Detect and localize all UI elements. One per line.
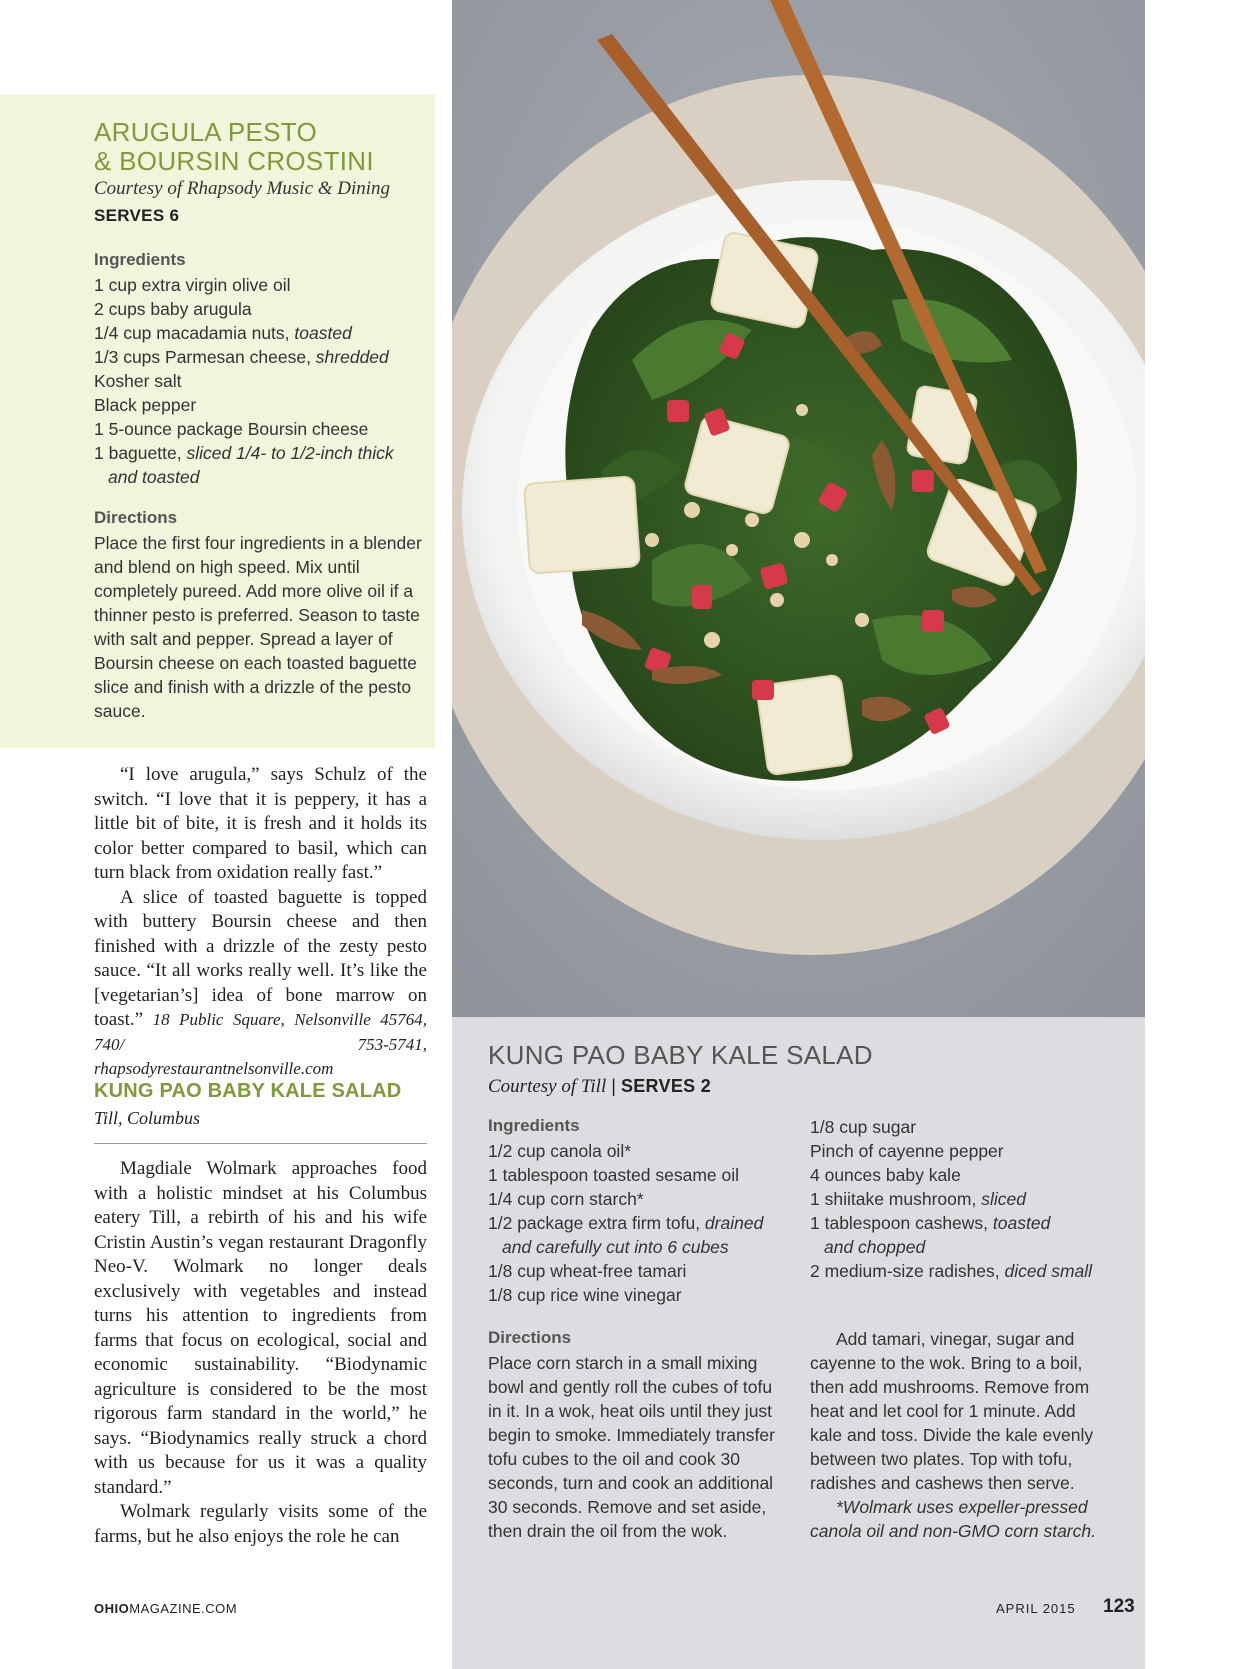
- section-title-kung-pao: KUNG PAO BABY KALE SALAD: [94, 1080, 402, 1102]
- ingredient-text: 1 cup extra virgin olive oil: [94, 275, 291, 295]
- ingredient-item: [488, 1283, 798, 1307]
- ingredient-text: 1/2 package extra firm tofu,: [488, 1213, 705, 1233]
- recipe-courtesy: Courtesy of Till: [488, 1076, 607, 1097]
- ingredient-text: 1 tablespoon cashews,: [810, 1213, 993, 1233]
- ingredient-item: [94, 393, 424, 417]
- paragraph: Wolmark regularly visits some of the farms, but he also enjoys the role he can: [94, 1501, 427, 1547]
- ingredient-item: [488, 1259, 798, 1283]
- ingredient-note: sliced 1/4- to 1/2-inch thick: [186, 443, 394, 463]
- ingredient-text: 1/3 cups Parmesan cheese,: [94, 347, 316, 367]
- recipe-serves: SERVES 2: [620, 1076, 712, 1096]
- footer-date: APRIL 2015: [996, 1601, 1076, 1616]
- ingredient-item: [94, 417, 424, 441]
- ingredients-list-col2: [810, 1115, 1130, 1283]
- ingredient-text: 1 shiitake mushroom,: [810, 1189, 982, 1209]
- ingredient-item: [488, 1139, 798, 1163]
- directions-text-col2: [810, 1327, 1110, 1543]
- directions-text-col2-body: Add tamari, vinegar, sugar and cayenne to the wok. Bring to a boil, then add mushrooms. Remove from heat and let cool for 1 minute. Add kale and toss. Divide the kale evenly between two plates. Top with tofu, radishes and cashews then serve.: [810, 1329, 1094, 1493]
- footer-brand: [94, 1601, 237, 1616]
- recipe-title-line2: & BOURSIN CROSTINI: [94, 146, 374, 176]
- ingredient-item: [94, 441, 424, 489]
- ingredient-note: shredded: [315, 347, 389, 367]
- ingredient-note-continued: and toasted: [108, 467, 200, 487]
- restaurant-address: 18 Public Square, Nelsonville 45764, 740/ 753-5741, rhapsodyrestaurantnelsonville.com: [94, 1010, 427, 1078]
- ingredient-item: [488, 1163, 798, 1187]
- ingredients-heading: Ingredients: [94, 250, 186, 269]
- ingredient-text: 4 ounces baby kale: [810, 1165, 961, 1185]
- separator: |: [611, 1076, 616, 1096]
- ingredient-item: [94, 297, 424, 321]
- ingredient-item: [810, 1139, 1130, 1163]
- ingredient-item: [94, 345, 424, 369]
- page-number: 123: [1103, 1596, 1135, 1617]
- paragraph: “I love arugula,” says Schulz of the switch. “I love that it is peppery, it has a little bit of bite, it is fresh and it holds its color better compared to basil, which can turn black from oxidation really fast.”: [94, 764, 427, 883]
- ingredient-text: Black pepper: [94, 395, 197, 415]
- ingredient-note-continued: and carefully cut into 6 cubes: [502, 1237, 729, 1257]
- ingredients-list-col1: [488, 1139, 798, 1307]
- paragraph-text: A slice of toasted baguette is topped with buttery Boursin cheese and then finished with a drizzle of the zesty pesto sauce. “It all works really well. It’s like the [vegetarian’s] idea of bone marrow on toast.”: [94, 886, 427, 1030]
- article-body-2: [94, 1157, 427, 1549]
- ingredient-item: [488, 1187, 798, 1211]
- recipe-courtesy: Courtesy of Rhapsody Music & Dining: [94, 178, 391, 199]
- footer-brand-rest: MAGAZINE.COM: [129, 1601, 238, 1616]
- ingredient-item: [94, 321, 424, 345]
- recipe-serves: SERVES 6: [94, 206, 180, 225]
- ingredient-text: 2 medium-size radishes,: [810, 1261, 1005, 1281]
- ingredient-text: 1 baguette,: [94, 443, 187, 463]
- recipe-title-kung-pao: KUNG PAO BABY KALE SALAD: [488, 1040, 873, 1070]
- ingredient-text: 1/2 cup canola oil*: [488, 1141, 632, 1161]
- ingredients-heading: Ingredients: [488, 1116, 580, 1135]
- salad-photo: [452, 0, 1145, 1017]
- ingredient-text: 1/4 cup macadamia nuts,: [94, 323, 295, 343]
- paragraph: [94, 886, 427, 1082]
- recipe-title-line1: ARUGULA PESTO: [94, 117, 318, 147]
- footer-brand-bold: OHIO: [94, 1601, 130, 1616]
- ingredient-text: 1 tablespoon toasted sesame oil: [488, 1165, 739, 1185]
- ingredient-item: [810, 1115, 1130, 1139]
- ingredient-text: Kosher salt: [94, 371, 182, 391]
- ingredient-item: [810, 1259, 1130, 1283]
- ingredient-text: 1/8 cup sugar: [810, 1117, 917, 1137]
- ingredient-note: toasted: [992, 1213, 1051, 1233]
- ingredient-text: Pinch of cayenne pepper: [810, 1141, 1004, 1161]
- ingredient-item: [810, 1187, 1130, 1211]
- recipe-meta: [488, 1076, 711, 1098]
- ingredient-item: [94, 369, 424, 393]
- ingredients-list: [94, 273, 424, 489]
- ingredient-text: 1/8 cup rice wine vinegar: [488, 1285, 682, 1305]
- ingredient-note-continued: and chopped: [824, 1237, 926, 1257]
- ingredient-note: diced small: [1004, 1261, 1093, 1281]
- ingredient-item: [488, 1211, 798, 1259]
- ingredient-item: [94, 273, 424, 297]
- directions-text-col1: Place corn starch in a small mixing bowl and gently roll the cubes of tofu in it. In a wok, heat oils until they just begin to smoke. Immediately transfer tofu cubes to the oil and cook 30 seconds, turn and cook an additional 30 seconds. Remove and set aside, then drain the oil from the wok.: [488, 1353, 775, 1541]
- directions-heading: Directions: [488, 1328, 572, 1347]
- directions-heading: Directions: [94, 508, 178, 527]
- divider: [94, 1143, 427, 1144]
- directions-text: Place the first four ingredients in a blender and blend on high speed. Mix until completely pureed. Add more olive oil if a thinner pesto is preferred. Season to taste with salt and pepper. Spread a layer of Boursin cheese on each toasted baguette slice and finish with a drizzle of the pesto sauce.: [94, 533, 422, 721]
- ingredient-text: 1/8 cup wheat-free tamari: [488, 1261, 687, 1281]
- ingredient-item: [810, 1211, 1130, 1259]
- recipe-note: *Wolmark uses expeller-pressed canola oil and non-GMO corn starch.: [810, 1497, 1096, 1541]
- ingredient-text: 1 5-ounce package Boursin cheese: [94, 419, 369, 439]
- ingredient-text: 2 cups baby arugula: [94, 299, 252, 319]
- recipe-title-arugula: [94, 118, 424, 176]
- ingredient-item: [810, 1163, 1130, 1187]
- paragraph: Magdiale Wolmark approaches food with a holistic mindset at his Columbus eatery Till, a rebirth of his and his wife Cristin Austin’s vegan restaurant Dragonfly Neo-V. Wolmark no longer deals exclusively with vegetables and instead turns his attention to ingredients from farms that focus on ecological, social and economic sustainability. “Biodynamic agriculture is considered to be the most rigorous farm standard in the world,” he says. “Biodynamics really struck a chord with us because for us it was a quality standard.”: [94, 1158, 427, 1498]
- article-body-1: [94, 763, 427, 1082]
- ingredient-text: 1/4 cup corn starch*: [488, 1189, 644, 1209]
- section-subtitle: Till, Columbus: [94, 1108, 201, 1128]
- ingredient-note: sliced: [981, 1189, 1026, 1209]
- ingredient-note: toasted: [294, 323, 352, 343]
- ingredient-note: drained: [704, 1213, 764, 1233]
